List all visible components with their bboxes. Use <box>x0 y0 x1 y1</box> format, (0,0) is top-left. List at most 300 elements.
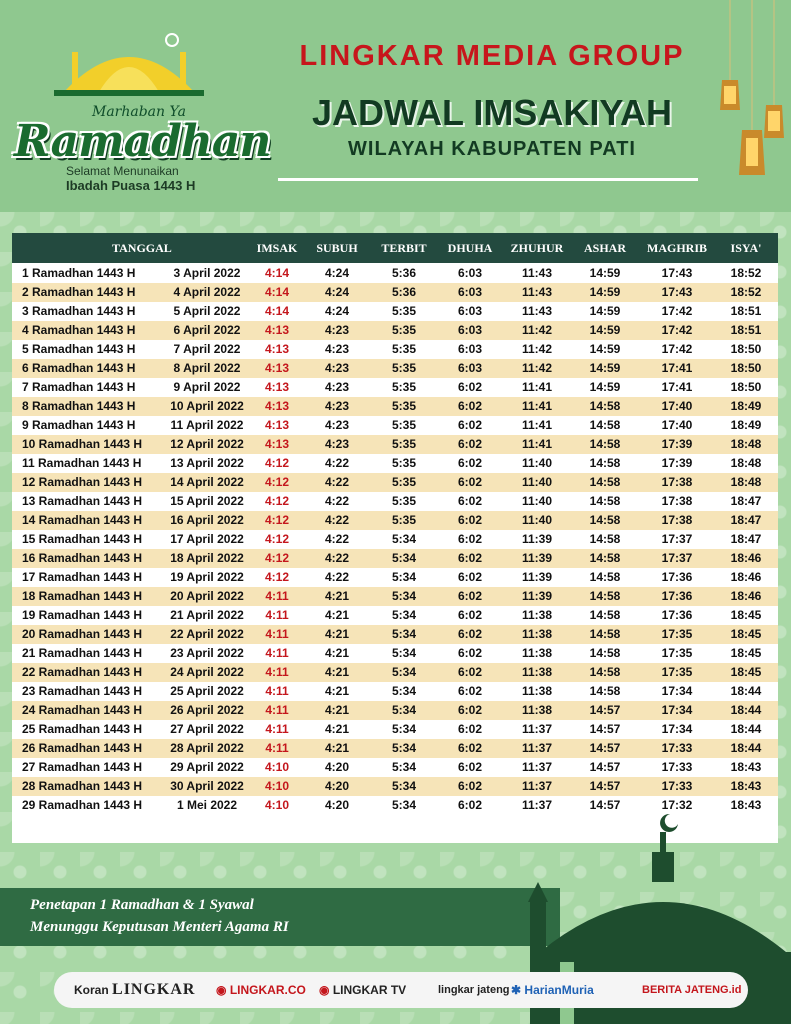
ashar-time: 14:58 <box>589 494 621 508</box>
maghrib-time: 17:40 <box>661 399 693 413</box>
isya-time: 18:50 <box>730 380 762 394</box>
imsak-time: 4:13 <box>264 399 290 413</box>
dhuha-time: 6:02 <box>457 760 483 774</box>
dhuha-time: 6:02 <box>457 684 483 698</box>
isya-time: 18:45 <box>730 665 762 679</box>
col-terbit: TERBIT <box>381 241 427 255</box>
lingkar-tv-text: LINGKAR TV <box>332 983 407 997</box>
ashar-time: 14:58 <box>589 513 621 527</box>
dhuha-time: 6:02 <box>457 722 483 736</box>
gregorian-date: 14 April 2022 <box>170 475 244 489</box>
subuh-time: 4:22 <box>324 570 350 584</box>
gregorian-date: 29 April 2022 <box>170 760 244 774</box>
gregorian-date: 18 April 2022 <box>170 551 244 565</box>
subuh-time: 4:21 <box>324 741 350 755</box>
terbit-time: 5:35 <box>391 437 417 451</box>
subuh-time: 4:24 <box>324 266 350 280</box>
gregorian-date: 5 April 2022 <box>173 304 241 318</box>
page-title: JADWAL IMSAKIYAH <box>311 92 673 133</box>
harian-muria-text: HarianMuria <box>524 983 594 997</box>
isya-time: 18:49 <box>730 399 762 413</box>
subuh-time: 4:20 <box>324 798 350 812</box>
maghrib-time: 17:41 <box>661 380 693 394</box>
col-imsak: IMSAK <box>256 241 298 255</box>
zhuhur-time: 11:40 <box>521 494 553 508</box>
zhuhur-time: 11:41 <box>521 380 553 394</box>
maghrib-time: 17:34 <box>661 684 693 698</box>
zhuhur-time: 11:41 <box>521 437 553 451</box>
table-row <box>12 777 778 796</box>
maghrib-time: 17:39 <box>661 456 693 470</box>
isya-time: 18:45 <box>730 608 762 622</box>
hijri-date: 6 Ramadhan 1443 H <box>22 361 136 375</box>
gregorian-date: 7 April 2022 <box>173 342 241 356</box>
hijri-date: 9 Ramadhan 1443 H <box>22 418 136 432</box>
dhuha-time: 6:02 <box>457 798 483 812</box>
isya-time: 18:47 <box>730 532 762 546</box>
zhuhur-time: 11:40 <box>521 513 553 527</box>
table-header <box>12 233 778 263</box>
maghrib-time: 17:39 <box>661 437 693 451</box>
hijri-date: 20 Ramadhan 1443 H <box>22 627 143 641</box>
hijri-date: 26 Ramadhan 1443 H <box>22 741 143 755</box>
isya-time: 18:51 <box>730 304 762 318</box>
hijri-date: 27 Ramadhan 1443 H <box>22 760 143 774</box>
zhuhur-time: 11:39 <box>521 551 553 565</box>
col-subuh: SUBUH <box>316 241 358 255</box>
zhuhur-time: 11:39 <box>521 532 553 546</box>
zhuhur-time: 11:40 <box>521 456 553 470</box>
isya-time: 18:44 <box>730 722 762 736</box>
imsak-time: 4:13 <box>264 418 290 432</box>
imsak-time: 4:11 <box>265 589 289 603</box>
table-row <box>12 492 778 511</box>
notice-line-1: Penetapan 1 Ramadhan & 1 Syawal <box>30 897 254 913</box>
isya-time: 18:44 <box>730 703 762 717</box>
imsak-time: 4:12 <box>264 513 290 527</box>
hijri-date: 22 Ramadhan 1443 H <box>22 665 143 679</box>
table-row <box>12 435 778 454</box>
dhuha-time: 6:02 <box>457 570 483 584</box>
imsak-time: 4:13 <box>264 323 290 337</box>
table-row <box>12 758 778 777</box>
isya-time: 18:52 <box>730 266 762 280</box>
maghrib-time: 17:37 <box>661 551 693 565</box>
table-row <box>12 321 778 340</box>
hijri-date: 2 Ramadhan 1443 H <box>22 285 136 299</box>
hijri-date: 17 Ramadhan 1443 H <box>22 570 143 584</box>
gregorian-date: 1 Mei 2022 <box>176 798 238 812</box>
terbit-time: 5:35 <box>391 399 417 413</box>
ashar-time: 14:58 <box>589 418 621 432</box>
sponsor-lingkar-jateng: lingkar jateng <box>438 984 510 996</box>
maghrib-time: 17:34 <box>661 703 693 717</box>
table-row <box>12 682 778 701</box>
sponsor-koran-lingkar <box>74 972 195 1008</box>
imsak-time: 4:13 <box>264 361 290 375</box>
gregorian-date: 26 April 2022 <box>170 703 244 717</box>
zhuhur-time: 11:42 <box>521 342 553 356</box>
ashar-time: 14:58 <box>589 589 621 603</box>
col-isya: ISYA' <box>730 241 762 255</box>
sponsor-berita-jateng: BERITA JATENG.id <box>642 984 742 996</box>
hijri-date: 4 Ramadhan 1443 H <box>22 323 136 337</box>
subuh-time: 4:22 <box>324 551 350 565</box>
ashar-time: 14:57 <box>589 760 621 774</box>
col-ashar: ASHAR <box>583 241 626 255</box>
isya-time: 18:43 <box>730 798 762 812</box>
table-row <box>12 511 778 530</box>
gregorian-date: 19 April 2022 <box>170 570 244 584</box>
dhuha-time: 6:02 <box>457 532 483 546</box>
isya-time: 18:43 <box>730 779 762 793</box>
hijri-date: 10 Ramadhan 1443 H <box>22 437 143 451</box>
subuh-time: 4:21 <box>324 703 350 717</box>
ibadah-text: Ibadah Puasa 1443 H <box>66 178 196 193</box>
dhuha-time: 6:02 <box>457 551 483 565</box>
gregorian-date: 12 April 2022 <box>170 437 244 451</box>
ashar-time: 14:57 <box>589 779 621 793</box>
ashar-time: 14:58 <box>589 532 621 546</box>
hijri-date: 29 Ramadhan 1443 H <box>22 798 143 812</box>
hijri-date: 25 Ramadhan 1443 H <box>22 722 143 736</box>
dhuha-time: 6:03 <box>457 342 483 356</box>
isya-time: 18:52 <box>730 285 762 299</box>
dhuha-time: 6:02 <box>457 627 483 641</box>
maghrib-time: 17:34 <box>661 722 693 736</box>
terbit-time: 5:35 <box>391 418 417 432</box>
ashar-time: 14:58 <box>589 684 621 698</box>
ramadhan-logo <box>14 18 271 193</box>
isya-time: 18:46 <box>730 589 762 603</box>
terbit-time: 5:35 <box>391 323 417 337</box>
table-row <box>12 739 778 758</box>
zhuhur-time: 11:42 <box>521 323 553 337</box>
koran-prefix: Koran <box>74 983 109 997</box>
dhuha-time: 6:03 <box>457 323 483 337</box>
col-tanggal: TANGGAL <box>112 241 172 255</box>
zhuhur-time: 11:40 <box>521 475 553 489</box>
selamat-text: Selamat Menunaikan <box>66 164 179 178</box>
terbit-time: 5:34 <box>391 589 417 603</box>
subuh-time: 4:23 <box>324 437 350 451</box>
imsak-time: 4:12 <box>264 475 290 489</box>
imsak-time: 4:13 <box>264 342 290 356</box>
subuh-time: 4:21 <box>324 684 350 698</box>
subuh-time: 4:21 <box>324 722 350 736</box>
isya-time: 18:43 <box>730 760 762 774</box>
gregorian-date: 3 April 2022 <box>173 266 241 280</box>
dhuha-time: 6:02 <box>457 665 483 679</box>
ashar-time: 14:58 <box>589 608 621 622</box>
isya-time: 18:47 <box>730 513 762 527</box>
lantern-icon <box>712 0 791 200</box>
maghrib-time: 17:33 <box>661 760 693 774</box>
zhuhur-time: 11:39 <box>521 570 553 584</box>
maghrib-time: 17:41 <box>661 361 693 375</box>
hijri-date: 13 Ramadhan 1443 H <box>22 494 143 508</box>
ashar-time: 14:58 <box>589 399 621 413</box>
gregorian-date: 25 April 2022 <box>170 684 244 698</box>
terbit-time: 5:34 <box>391 551 417 565</box>
mosque-dome-icon <box>54 32 204 98</box>
page-subtitle: WILAYAH KABUPATEN PATI <box>348 138 636 160</box>
isya-time: 18:50 <box>730 361 762 375</box>
table-row <box>12 625 778 644</box>
gregorian-date: 20 April 2022 <box>170 589 244 603</box>
table-row <box>12 302 778 321</box>
gregorian-date: 15 April 2022 <box>170 494 244 508</box>
isya-time: 18:45 <box>730 646 762 660</box>
subuh-time: 4:21 <box>324 665 350 679</box>
subuh-time: 4:23 <box>324 399 350 413</box>
table-row <box>12 264 778 283</box>
dhuha-time: 6:03 <box>457 266 483 280</box>
table-row <box>12 530 778 549</box>
zhuhur-time: 11:37 <box>521 760 553 774</box>
terbit-time: 5:34 <box>391 608 417 622</box>
dhuha-time: 6:02 <box>457 779 483 793</box>
gregorian-date: 22 April 2022 <box>170 627 244 641</box>
gregorian-date: 9 April 2022 <box>173 380 241 394</box>
dhuha-time: 6:02 <box>457 475 483 489</box>
gregorian-date: 10 April 2022 <box>170 399 244 413</box>
terbit-time: 5:35 <box>391 475 417 489</box>
ashar-time: 14:57 <box>589 798 621 812</box>
gregorian-date: 4 April 2022 <box>173 285 241 299</box>
isya-time: 18:44 <box>730 684 762 698</box>
imsak-time: 4:11 <box>265 722 289 736</box>
imsak-time: 4:13 <box>264 380 290 394</box>
ashar-time: 14:58 <box>589 475 621 489</box>
schedule-table <box>12 233 778 843</box>
subuh-time: 4:23 <box>324 361 350 375</box>
isya-time: 18:48 <box>730 437 762 451</box>
hijri-date: 18 Ramadhan 1443 H <box>22 589 143 603</box>
gregorian-date: 28 April 2022 <box>170 741 244 755</box>
ashar-time: 14:58 <box>589 627 621 641</box>
zhuhur-time: 11:37 <box>521 798 553 812</box>
table-row <box>12 359 778 378</box>
maghrib-time: 17:35 <box>661 627 693 641</box>
table-row <box>12 568 778 587</box>
terbit-time: 5:35 <box>391 304 417 318</box>
zhuhur-time: 11:38 <box>521 627 553 641</box>
gregorian-date: 8 April 2022 <box>173 361 241 375</box>
hijri-date: 12 Ramadhan 1443 H <box>22 475 143 489</box>
isya-time: 18:48 <box>730 456 762 470</box>
imsak-time: 4:14 <box>264 266 290 280</box>
ashar-time: 14:59 <box>589 323 621 337</box>
hijri-date: 14 Ramadhan 1443 H <box>22 513 143 527</box>
lingkar-tv-logo-icon: ◉ <box>319 983 330 997</box>
maghrib-time: 17:32 <box>661 798 693 812</box>
subuh-time: 4:20 <box>324 779 350 793</box>
zhuhur-time: 11:41 <box>521 399 553 413</box>
dhuha-time: 6:02 <box>457 646 483 660</box>
dhuha-time: 6:02 <box>457 589 483 603</box>
imsak-time: 4:11 <box>265 741 289 755</box>
subuh-time: 4:23 <box>324 323 350 337</box>
terbit-time: 5:34 <box>391 722 417 736</box>
terbit-time: 5:36 <box>391 266 417 280</box>
imsak-time: 4:11 <box>265 665 289 679</box>
hijri-date: 15 Ramadhan 1443 H <box>22 532 143 546</box>
dhuha-time: 6:02 <box>457 437 483 451</box>
table-row <box>12 549 778 568</box>
imsak-time: 4:11 <box>265 646 289 660</box>
table-row <box>12 720 778 739</box>
ashar-time: 14:57 <box>589 722 621 736</box>
zhuhur-time: 11:37 <box>521 741 553 755</box>
maghrib-time: 17:33 <box>661 741 693 755</box>
imsak-time: 4:11 <box>265 627 289 641</box>
ashar-time: 14:59 <box>589 266 621 280</box>
maghrib-time: 17:43 <box>661 266 693 280</box>
ashar-time: 14:58 <box>589 646 621 660</box>
terbit-time: 5:34 <box>391 760 417 774</box>
col-dhuha: DHUHA <box>447 241 493 255</box>
imsak-time: 4:10 <box>264 779 290 793</box>
ashar-time: 14:58 <box>589 456 621 470</box>
zhuhur-time: 11:41 <box>521 418 553 432</box>
ashar-time: 14:59 <box>589 285 621 299</box>
isya-time: 18:45 <box>730 627 762 641</box>
sponsor-lingkar-tv <box>319 972 406 1008</box>
table-row <box>12 416 778 435</box>
gregorian-date: 6 April 2022 <box>173 323 241 337</box>
zhuhur-time: 11:38 <box>521 665 553 679</box>
dhuha-time: 6:02 <box>457 418 483 432</box>
notice-line-2: Menunggu Keputusan Menteri Agama RI <box>30 919 289 935</box>
gregorian-date: 16 April 2022 <box>170 513 244 527</box>
zhuhur-time: 11:38 <box>521 646 553 660</box>
sponsor-bar <box>54 972 748 1008</box>
imsak-time: 4:12 <box>264 532 290 546</box>
ashar-time: 14:59 <box>589 380 621 394</box>
zhuhur-time: 11:43 <box>521 285 553 299</box>
gregorian-date: 17 April 2022 <box>170 532 244 546</box>
zhuhur-time: 11:43 <box>521 304 553 318</box>
gregorian-date: 27 April 2022 <box>170 722 244 736</box>
terbit-time: 5:34 <box>391 798 417 812</box>
dhuha-time: 6:02 <box>457 741 483 755</box>
imsak-time: 4:11 <box>265 703 289 717</box>
table-row <box>12 454 778 473</box>
gregorian-date: 23 April 2022 <box>170 646 244 660</box>
hijri-date: 16 Ramadhan 1443 H <box>22 551 143 565</box>
terbit-time: 5:34 <box>391 703 417 717</box>
hijri-date: 7 Ramadhan 1443 H <box>22 380 136 394</box>
ashar-time: 14:58 <box>589 437 621 451</box>
subuh-time: 4:22 <box>324 456 350 470</box>
dhuha-time: 6:02 <box>457 703 483 717</box>
subuh-time: 4:21 <box>324 589 350 603</box>
zhuhur-time: 11:38 <box>521 684 553 698</box>
imsak-time: 4:10 <box>264 798 290 812</box>
subuh-time: 4:23 <box>324 418 350 432</box>
harian-muria-logo-icon: ✱ <box>511 983 522 997</box>
table-row <box>12 587 778 606</box>
maghrib-time: 17:42 <box>661 342 693 356</box>
maghrib-time: 17:38 <box>661 494 693 508</box>
hijri-date: 5 Ramadhan 1443 H <box>22 342 136 356</box>
imsak-time: 4:11 <box>265 684 289 698</box>
col-zhuhur: ZHUHUR <box>510 241 564 255</box>
dhuha-time: 6:02 <box>457 608 483 622</box>
table-row <box>12 644 778 663</box>
gregorian-date: 11 April 2022 <box>170 418 244 432</box>
terbit-time: 5:34 <box>391 532 417 546</box>
hijri-date: 3 Ramadhan 1443 H <box>22 304 136 318</box>
dhuha-time: 6:02 <box>457 456 483 470</box>
imsak-time: 4:13 <box>264 437 290 451</box>
ashar-time: 14:58 <box>589 665 621 679</box>
isya-time: 18:47 <box>730 494 762 508</box>
brand-title: LINGKAR MEDIA GROUP <box>299 40 685 72</box>
subuh-time: 4:22 <box>324 494 350 508</box>
subuh-time: 4:23 <box>324 380 350 394</box>
terbit-time: 5:35 <box>391 513 417 527</box>
subuh-time: 4:24 <box>324 285 350 299</box>
hijri-date: 11 Ramadhan 1443 H <box>22 456 142 470</box>
lingkar-co-text: LINGKAR.CO <box>229 983 306 997</box>
zhuhur-time: 11:42 <box>521 361 553 375</box>
maghrib-time: 17:38 <box>661 513 693 527</box>
ashar-time: 14:57 <box>589 703 621 717</box>
table-row <box>12 663 778 682</box>
table-row <box>12 701 778 720</box>
imsak-time: 4:12 <box>264 456 290 470</box>
table-row <box>12 340 778 359</box>
ashar-time: 14:59 <box>589 361 621 375</box>
dhuha-time: 6:03 <box>457 361 483 375</box>
terbit-time: 5:34 <box>391 684 417 698</box>
subuh-time: 4:22 <box>324 513 350 527</box>
hijri-date: 28 Ramadhan 1443 H <box>22 779 143 793</box>
table-row <box>12 283 778 302</box>
imsak-time: 4:12 <box>264 494 290 508</box>
dhuha-time: 6:02 <box>457 494 483 508</box>
maghrib-time: 17:42 <box>661 323 693 337</box>
terbit-time: 5:34 <box>391 627 417 641</box>
ramadhan-text: Ramadhan <box>14 116 271 167</box>
terbit-time: 5:36 <box>391 285 417 299</box>
imsak-time: 4:12 <box>264 570 290 584</box>
maghrib-time: 17:42 <box>661 304 693 318</box>
maghrib-time: 17:43 <box>661 285 693 299</box>
imsak-time: 4:14 <box>264 304 290 318</box>
ashar-time: 14:58 <box>589 551 621 565</box>
isya-time: 18:49 <box>730 418 762 432</box>
isya-time: 18:50 <box>730 342 762 356</box>
terbit-time: 5:34 <box>391 646 417 660</box>
hijri-date: 19 Ramadhan 1443 H <box>22 608 143 622</box>
table-row <box>12 397 778 416</box>
title-divider <box>278 178 698 181</box>
terbit-time: 5:34 <box>391 741 417 755</box>
zhuhur-time: 11:37 <box>521 779 553 793</box>
zhuhur-time: 11:39 <box>521 589 553 603</box>
ashar-time: 14:58 <box>589 570 621 584</box>
hijri-date: 23 Ramadhan 1443 H <box>22 684 143 698</box>
hijri-date: 8 Ramadhan 1443 H <box>22 399 136 413</box>
hijri-date: 24 Ramadhan 1443 H <box>22 703 143 717</box>
imsak-time: 4:11 <box>265 608 289 622</box>
maghrib-time: 17:38 <box>661 475 693 489</box>
ashar-time: 14:59 <box>589 304 621 318</box>
subuh-time: 4:21 <box>324 608 350 622</box>
